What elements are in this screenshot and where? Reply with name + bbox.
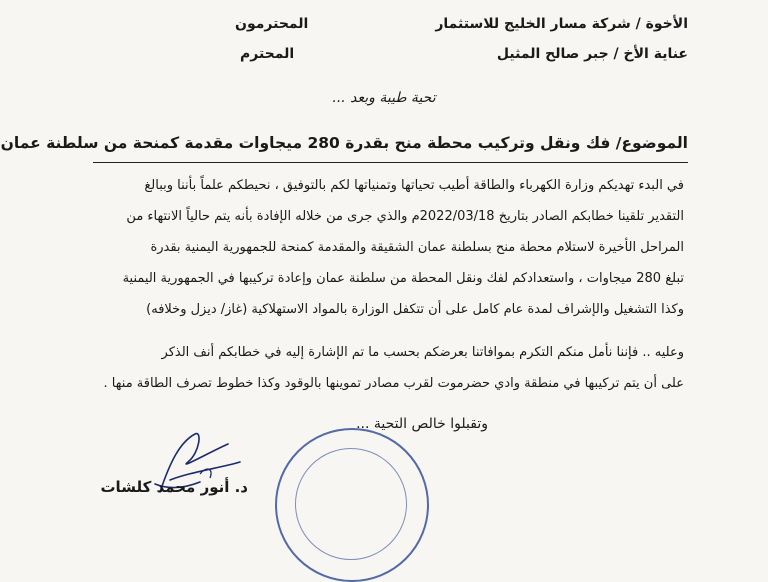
- sign-off: وتقبلوا خالص التحية ...: [356, 416, 488, 432]
- greeting: تحية طيبة وبعد ...: [332, 90, 436, 106]
- body-line: التقدير تلقينا خطابكم الصادر بتاريخ 2022/03/18م والذي جرى من خلاله الإفادة بأنه يتم حالياً الانتهاء من: [126, 209, 684, 224]
- closing-line: وعليه .. فإننا نأمل منكم التكرم بموافاتنا بعرضكم بحسب ما تم الإشارة إليه في خطابكم أنف الذكر: [161, 345, 684, 360]
- attention-line: عناية الأخ / جبر صالح المثيل: [496, 46, 688, 62]
- subject-underline: [93, 162, 688, 163]
- body-line: في البدء تهديكم وزارة الكهرباء والطاقة أطيب تحياتها وتمنياتها لكم بالتوفيق ، نحيطكم علماً بأننا وببالغ: [144, 178, 684, 193]
- recipient-company: الأخوة / شركة مسار الخليج للاستثمار: [435, 16, 688, 32]
- closing-line: على أن يتم تركيبها في منطقة وادي حضرموت لقرب مصادر تموينها بالوقود وكذا خطوط تصرف الطاقة منها .: [103, 376, 684, 391]
- body-line: وكذا التشغيل والإشراف لمدة عام كامل على أن تتكفل الوزارة بالمواد الاستهلاكية (غاز/ ديزل وخلافه): [146, 302, 684, 317]
- subject-line: الموضوع/ فك ونقل وتركيب محطة منح بقدرة 280 ميجاوات مقدمة كمنحة من سلطنة عمان: [0, 134, 688, 152]
- official-stamp: [275, 428, 429, 582]
- body-line: المراحل الأخيرة لاستلام محطة منح بسلطنة عمان الشقيقة والمقدمة كمنحة للجمهورية اليمنية بقدرة: [150, 240, 684, 255]
- stamp-inner-ring: [295, 448, 407, 560]
- attention-honorific: المحترم: [240, 46, 295, 62]
- body-line: تبلغ 280 ميجاوات ، واستعدادكم لفك ونقل المحطة من سلطنة عمان وإعادة تركيبها في الجمهورية اليمنية: [122, 271, 684, 286]
- recipient-company-honorific: المحترمون: [235, 16, 309, 32]
- signatory-name: د. أنور محمد كلشات: [100, 478, 248, 496]
